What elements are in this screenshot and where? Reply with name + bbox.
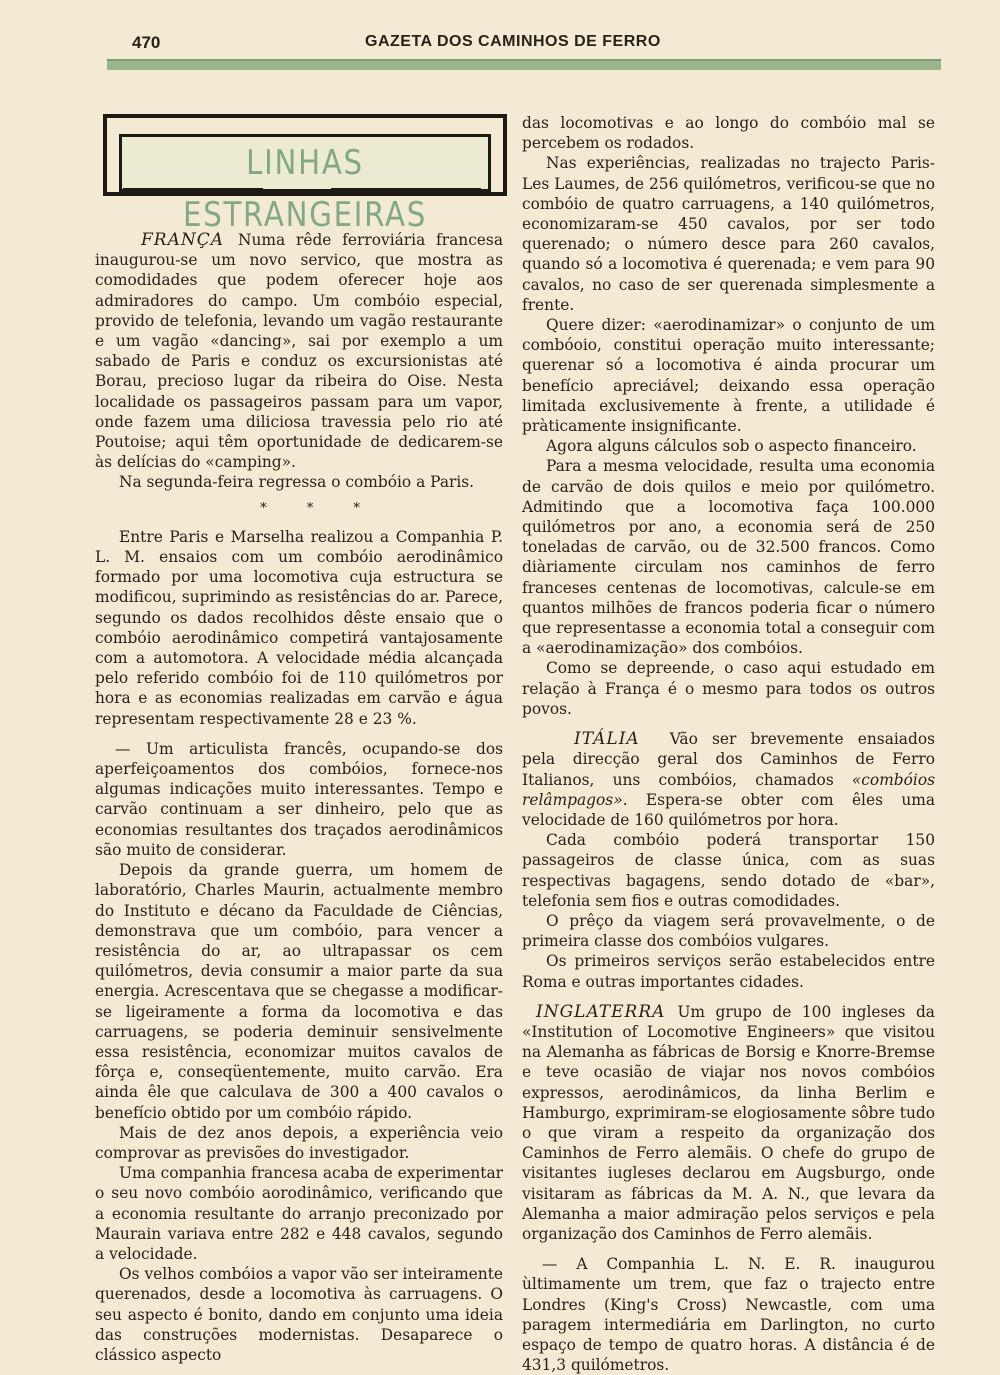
section-title: LINHAS ESTRANGEIRAS: [183, 143, 427, 235]
italy-paragraph: ITÁLIA Vão ser brevemente ensaiados pela direcção geral dos Caminhos de Ferro Italianos, uns combóios, chamados «combóios relâmpagos». Espera-se obter com êles uma velocidade de 160 quilómetros por hora.: [522, 729, 935, 829]
header-rule: [107, 59, 941, 70]
title-ornament-left: [123, 188, 263, 192]
paragraph: Mais de dez anos depois, a experiência veio comprovar as previsões do investigador.: [95, 1123, 503, 1162]
country-heading-england: INGLATERRA: [536, 1001, 666, 1022]
paragraph: Uma companhia francesa acaba de experimentar o seu novo combóio aorodinâmico, verificando que a economia resultante do arranjo preconizado por Maurain variava entre 282 e 448 cavalos, segundo a velocidade.: [95, 1164, 503, 1263]
paragraph: Os primeiros serviços serão estabelecidos entre Roma e outras importantes cidades.: [522, 952, 935, 991]
paragraph: Os velhos combóios a vapor vão ser inteiramente querenados, desde a locomotiva às carruagens. O seu aspecto é bonito, dando em conjunto uma ideia das construções modernistas. Desaparece o clássico aspecto: [95, 1265, 503, 1364]
paragraph: das locomotivas e ao longo do combóio mal se percebem os rodados.: [522, 114, 935, 153]
paragraph: O prêço da viagem será provavelmente, o de primeira classe dos combóios vulgares.: [522, 911, 935, 951]
title-frame-inner: [119, 134, 491, 235]
paragraph: — A Companhia L. N. E. R. inaugurou ùltimamente um trem, que faz o trajecto entre Londres (King's Cross) Newcastle, com uma paragem intermediária em Darlington, no curto espaço de tempo de quatro horas. A distância é de 431,3 quilómetros.: [522, 1255, 935, 1375]
section-title-box: [103, 114, 507, 235]
paragraph: Cada combóio poderá transportar 150 passageiros de classe única, com as suas respectivas bagagens, sendo dotado de «bar», telefonia sem fios e outras comodidades.: [522, 831, 935, 910]
paragraph: Para a mesma velocidade, resulta uma economia de carvão de dois quilos e meio por quilómetro. Admitindo que a locomotiva faça 100.000 quilómetros por ano, a economia será de 250 toneladas de carvão, ou de 32.500 francos. Como diàriamente circulam nos caminhos de ferro franceses centenas de locomotivas, calcule-se em quantos milhões de francos poderia ficar o número que representasse a economia total a conseguir com a «aerodinamização» dos combóios.: [522, 457, 935, 658]
left-column: [95, 230, 503, 1365]
section-separator: * * *: [260, 500, 378, 516]
paragraph: Agora alguns cálculos sob o aspecto financeiro.: [546, 437, 917, 456]
paragraph: — Um articulista francês, ocupando-se dos aperfeiçoamentos dos combóios, fornece-nos algumas indicações muito interessantes. Tempo e carvão continuam a ser dinheiro, pelo que as economias resultantes dos traçados aerodinâmicos são muito de considerar.: [95, 739, 503, 859]
paragraph: Nas experiências, realizadas no trajecto Paris-Les Laumes, de 256 quilómetros, verificou-se que no combóio de quatro carruagens, a 140 quilómetros, economizaram-se 450 cavalos, por ser todo querenado; o número desce para 260 cavalos, quando só a locomotiva é querenada; e vem para 90 cavalos, no caso de ser querenada simplesmente a frente.: [522, 154, 935, 314]
country-heading-france: FRANÇA: [141, 230, 225, 250]
country-heading-italy: ITÁLIA: [574, 729, 640, 750]
paragraph: Na segunda-feira regressa o combóio a Paris.: [119, 473, 475, 492]
england-paragraph: INGLATERRA Um grupo de 100 ingleses da «Institution of Locomotive Engineers» que visitou na Alemanha as fábricas de Borsig e Knorre-Bremse e teve ocasião de viajar nos novos combóios expressos, aerodinâmicos, da linha Berlim e Hamburgo, exprimiram-se elogiosamente sôbre tudo o que viram a respeito da organização dos Caminhos de Ferro alemãis. O chefe do grupo de visitantes iugleses declarou em Augsburgo, onde visitaram as fábricas da M. A. N., que levara da Alemanha a maior admiração pelos serviços e pela organização dos Caminhos de Ferro alemãis.: [522, 1001, 935, 1243]
page-number: 470: [132, 33, 161, 52]
running-title: GAZETA DOS CAMINHOS DE FERRO: [365, 33, 661, 50]
paragraph: Depois da grande guerra, um homem de laboratório, Charles Maurin, actualmente membro do Instituto e décano da Faculdade de Ciências, demonstrava que um combóio, para vencer a resistência do ar, ao ultrapassar os cem quilómetros, devia consumir a maior parte da sua energia. Acrescentava que se chegasse a modificar-se ligeiramente a forma da locomotiva e das carruagens, se poderia deminuir sensivelmente essa resistência, economizar muitos cavalos de fôrça e, conseqüentemente, muito carvão. Era ainda êle que calculava de 300 a 400 cavalos o benefício obtido por um combóio rápido.: [95, 861, 503, 1122]
paragraph: Entre Paris e Marselha realizou a Companhia P. L. M. ensaios com um combóio aerodinâmico formado por uma locomotiva cuja estructura se modificou, suprimindo as resistências do ar. Parece, segundo os dados recolhidos dêste ensaio que o combóio aerodinâmico competirá vantajosamente com a automotora. A velocidade média alcançada pelo referido combóio foi de 110 quilómetros por hora e as economias realizadas em carvão e água representam respectivamente 28 e 23 %.: [95, 527, 503, 728]
paragraph: Como se depreende, o caso aqui estudado em relação à França é o mesmo para todos os outros povos.: [522, 659, 935, 718]
paragraph: Quere dizer: «aerodinamizar» o conjunto de um combóoio, constitui operação muito interessante; querenar só a locomotiva é ainda procurar um benefício apreciável; deixando essa operação limitada exclusivemente à frente, a utilidade é pràticamente insignificante.: [522, 316, 935, 436]
france-paragraph: FRANÇA Numa rêde ferroviária francesa inaugurou-se um novo servico, que mostra as comodidades que podem oferecer hoje aos admiradores do campo. Um combóio especial, provido de telefonia, levando um vagão restaurante e um vagão «dancing», sai por exemplo a um sabado de Paris e conduz os excursionistas até Borau, precioso lugar da ribeira do Oise. Nesta localidade os passageiros passam para um vapor, onde fazem uma diliciosa travessia pelo rio até Poutoise; aqui têm oportunidade de dedicarem-se às delícias do «camping».: [95, 230, 503, 472]
title-ornament-right: [331, 188, 481, 192]
right-column: [522, 113, 935, 1375]
